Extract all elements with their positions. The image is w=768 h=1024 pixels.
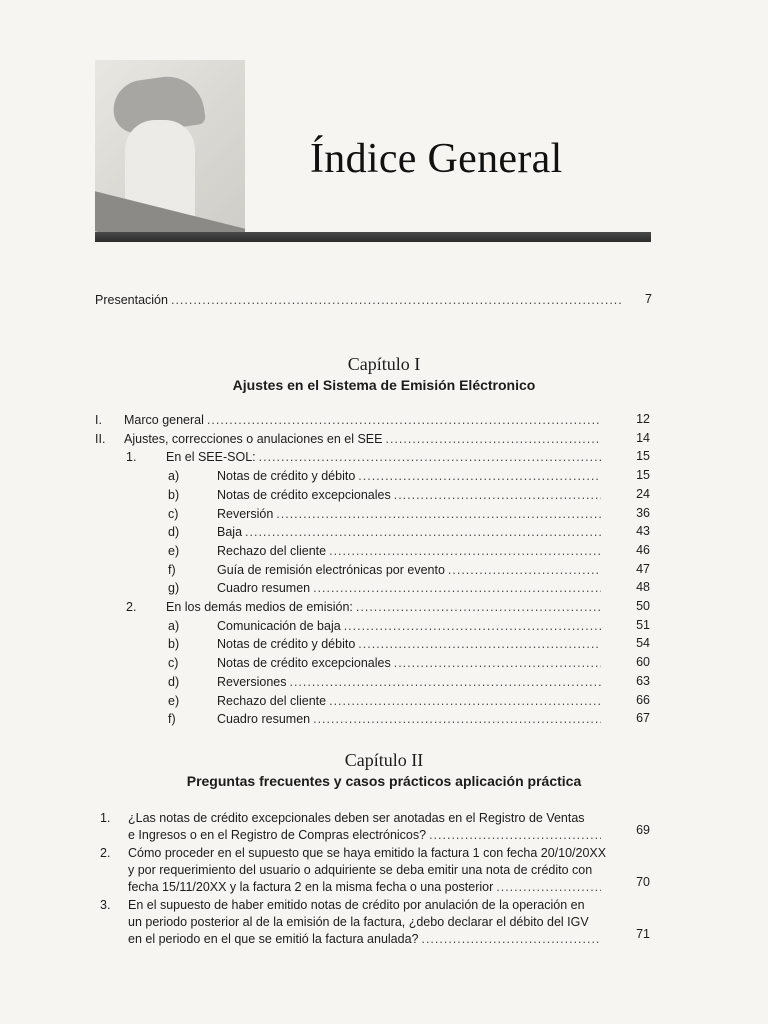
question-line	[128, 862, 592, 878]
toc-leader	[496, 879, 601, 895]
toc-label: En los demás medios de emisión:	[166, 600, 353, 614]
toc-number: e)	[168, 693, 180, 708]
question-text: Cómo proceder en el supuesto que se haya emitido la factura 1 con fecha 20/10/20XX	[128, 846, 607, 860]
toc-row	[124, 431, 604, 447]
toc-page: 54	[636, 636, 650, 651]
question-line	[128, 879, 604, 895]
toc-row	[217, 468, 604, 484]
toc-page: 51	[636, 617, 650, 632]
toc-leader	[385, 431, 601, 447]
toc-page: 15	[636, 468, 650, 483]
toc-row	[217, 636, 604, 652]
toc-row	[166, 449, 604, 465]
toc-page: 12	[636, 412, 650, 426]
toc-label: En el SEE-SOL:	[166, 450, 256, 465]
toc-number: a)	[168, 618, 180, 633]
toc-leader	[259, 449, 601, 465]
toc-row	[217, 674, 604, 690]
toc-leader	[313, 580, 601, 596]
question-page: 69	[636, 823, 650, 837]
toc-row	[217, 693, 604, 709]
chapter-subtitle: Preguntas frecuentes y casos prácticos aplicación práctica	[186, 773, 582, 789]
toc-row	[217, 543, 604, 559]
toc-leader	[289, 674, 601, 690]
toc-number: II.	[95, 431, 106, 446]
chapter-subtitle: Ajustes en el Sistema de Emisión Eléctronico	[232, 377, 536, 393]
toc-leader	[358, 468, 601, 484]
toc-number: f)	[168, 712, 176, 727]
toc-number: 1.	[126, 450, 137, 465]
toc-label: Notas de crédito y débito	[217, 637, 356, 652]
question-text: y por requerimiento del usuario o adquiriente se deba emitir una nota de crédito con	[128, 863, 593, 877]
toc-leader	[394, 487, 601, 503]
toc-row	[217, 524, 604, 540]
toc-page: 63	[636, 673, 650, 688]
question-text: ¿Las notas de crédito excepcionales deben ser anotadas en el Registro de Ventas	[128, 811, 585, 825]
toc-page: 60	[636, 655, 650, 670]
toc-row-presentacion	[95, 292, 625, 308]
toc-leader	[448, 562, 601, 578]
question-page: 70	[636, 875, 650, 889]
toc-label: Cuadro resumen	[217, 712, 311, 727]
toc-leader	[329, 693, 601, 709]
toc-row	[217, 487, 604, 503]
question-text: un periodo posterior al de la emisión de la factura, ¿debo declarar el débito del IGV	[128, 915, 589, 929]
toc-page: 67	[636, 711, 650, 726]
toc-label: Notas de crédito excepcionales	[217, 656, 391, 671]
toc-number: b)	[168, 637, 180, 652]
toc-number: d)	[168, 674, 180, 689]
toc-row	[166, 599, 604, 615]
toc-leader	[356, 599, 601, 615]
toc-page: 7	[645, 292, 652, 306]
toc-label: Notas de crédito y débito	[217, 469, 356, 484]
toc-number: c)	[168, 506, 179, 521]
toc-label: Marco general	[124, 413, 204, 427]
toc-page: 66	[636, 692, 650, 707]
toc-leader	[207, 412, 601, 428]
question-line	[128, 827, 604, 843]
toc-label: Comunicación de baja	[217, 618, 341, 633]
toc-label: Reversiones	[217, 674, 287, 689]
toc-row	[217, 655, 604, 671]
toc-row	[217, 506, 604, 522]
toc-label: Reversión	[217, 506, 274, 521]
toc-leader	[171, 292, 622, 308]
page-title: Índice General	[310, 136, 563, 182]
question-number: 1.	[100, 811, 111, 825]
toc-label: Guía de remisión electrónicas por evento	[217, 562, 445, 577]
toc-label: Cuadro resumen	[217, 581, 311, 596]
toc-number: f)	[168, 562, 176, 577]
toc-row	[124, 412, 604, 428]
toc-leader	[421, 931, 601, 947]
toc-leader	[329, 543, 601, 559]
question-text: en el periodo en el que se emitió la factura anulada?	[128, 932, 419, 946]
toc-page: 14	[636, 430, 650, 445]
toc-leader	[276, 506, 601, 522]
toc-page: 48	[636, 580, 650, 595]
title-rule	[95, 232, 651, 242]
toc-leader	[429, 827, 601, 843]
toc-leader	[394, 655, 601, 671]
toc-number: c)	[168, 656, 179, 671]
toc-page: 15	[636, 449, 650, 464]
toc-row	[217, 580, 604, 596]
toc-number: d)	[168, 525, 180, 540]
question-line	[128, 810, 585, 826]
toc-leader	[313, 711, 601, 727]
toc-leader	[358, 636, 601, 652]
toc-number: 2.	[126, 600, 137, 614]
toc-row	[217, 711, 604, 727]
toc-number: e)	[168, 543, 180, 558]
toc-leader	[344, 618, 601, 634]
header-photo	[95, 60, 245, 238]
toc-row	[217, 562, 604, 578]
toc-number: I.	[95, 413, 102, 427]
question-number: 2.	[100, 846, 111, 860]
question-line	[128, 897, 585, 913]
toc-number: a)	[168, 469, 180, 484]
toc-number: b)	[168, 487, 180, 502]
toc-page: 47	[636, 561, 650, 576]
question-line	[128, 845, 606, 861]
question-text: fecha 15/11/20XX y la factura 2 en la misma fecha o una posterior	[128, 880, 494, 894]
toc-page: 43	[636, 524, 650, 539]
toc-row	[217, 618, 604, 634]
toc-label: Rechazo del cliente	[217, 543, 327, 558]
toc-page: 36	[636, 505, 650, 520]
question-line	[128, 931, 604, 947]
question-line	[128, 914, 589, 930]
chapter-heading: Capítulo II	[344, 750, 424, 770]
toc-label: Presentación	[95, 293, 168, 307]
question-text: e Ingresos o en el Registro de Compras electrónicos?	[128, 828, 427, 842]
toc-label: Notas de crédito excepcionales	[217, 487, 391, 502]
question-text: En el supuesto de haber emitido notas de crédito por anulación de la operación en	[128, 898, 585, 912]
toc-label: Baja	[217, 525, 243, 540]
question-page: 71	[636, 927, 650, 941]
toc-label: Ajustes, correcciones o anulaciones en el SEE	[124, 431, 383, 446]
toc-page: 46	[636, 542, 650, 557]
toc-label: Rechazo del cliente	[217, 693, 327, 708]
toc-page: 24	[636, 486, 650, 501]
question-number: 3.	[100, 898, 111, 912]
toc-leader	[245, 524, 601, 540]
toc-page: 50	[636, 599, 650, 613]
chapter-heading: Capítulo I	[347, 354, 421, 374]
toc-number: g)	[168, 581, 180, 596]
